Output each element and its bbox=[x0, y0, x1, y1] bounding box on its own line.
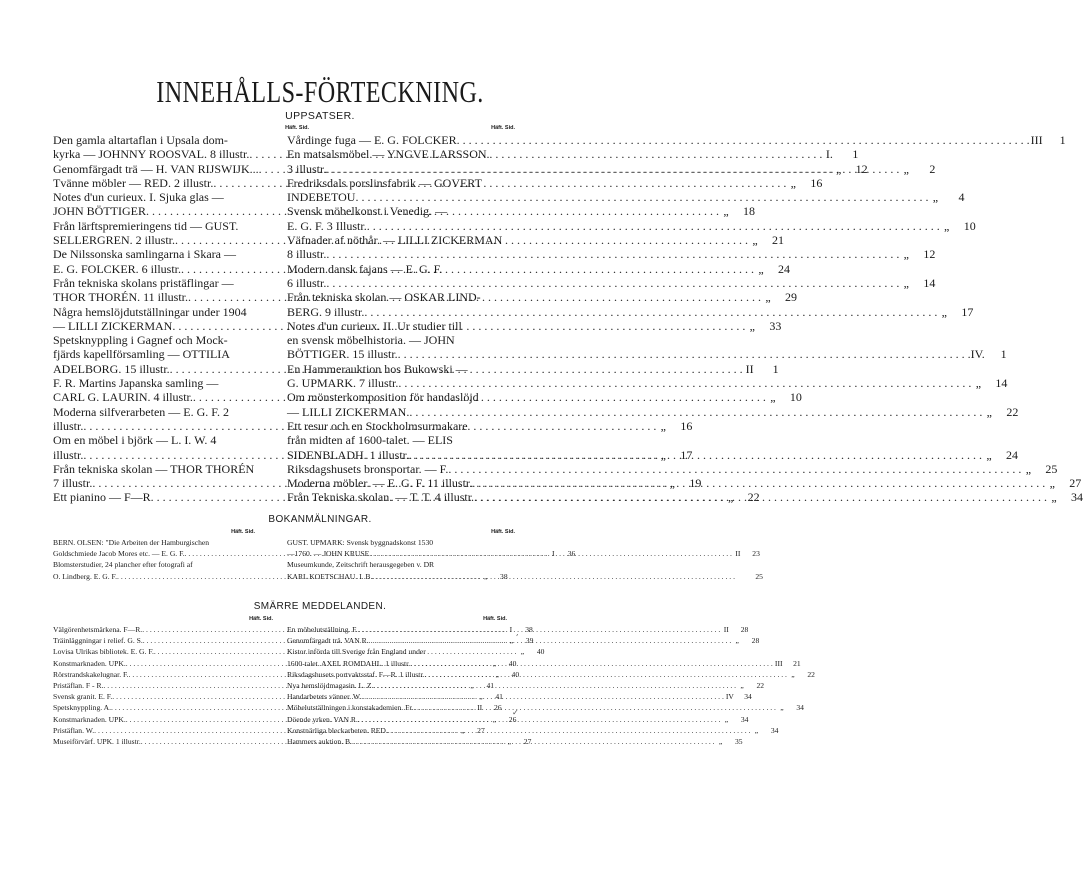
toc-entry bbox=[287, 725, 779, 736]
margin-mark: ✓ bbox=[512, 708, 519, 717]
entry-text: Om mönsterkomposition för handaslöjd bbox=[287, 390, 479, 405]
column-header-hafte-sida: Häft. Sid. bbox=[231, 529, 255, 535]
hafte-number: „ bbox=[483, 571, 488, 581]
page-number: 1 bbox=[852, 147, 859, 162]
leader-dots bbox=[457, 133, 1030, 147]
entry-text: Museumkunde, Zeitschrift herausgegeben v. DR bbox=[287, 560, 435, 570]
page-number: 34 bbox=[770, 725, 779, 735]
entry-text: fjärds kapellförsamling — OTTILIA bbox=[53, 347, 230, 362]
hafte-number: „ bbox=[1049, 476, 1055, 491]
page-number: 14 bbox=[995, 376, 1008, 391]
entry-text: Från tekniska skolans pristäflingar — bbox=[53, 275, 234, 290]
entry-text: CARL G. LAURIN. 4 illustr. bbox=[53, 390, 193, 405]
hafte-number: III bbox=[774, 658, 783, 668]
entry-text: Spetsknyppling. A. bbox=[53, 703, 112, 713]
leader-dots bbox=[358, 624, 721, 635]
leader-dots bbox=[369, 548, 732, 559]
leader-dots bbox=[472, 476, 1045, 490]
leader-dots bbox=[372, 571, 735, 582]
entry-text: De Nilssonska samlingarna i Skara — bbox=[53, 247, 236, 262]
entry-text: Pristäflan. W. bbox=[53, 725, 95, 735]
page-number: 36 bbox=[567, 549, 576, 559]
column-header-hafte-sida: Häft. Sid. bbox=[249, 616, 273, 622]
entry-text: E. G. FOLCKER. 6 illustr. bbox=[53, 261, 182, 276]
leader-dots bbox=[409, 405, 982, 419]
hafte-number: „ bbox=[718, 737, 723, 747]
margin-mark: , bbox=[516, 628, 519, 637]
page-number: 34 bbox=[740, 714, 749, 724]
page-number: 10 bbox=[963, 218, 976, 233]
hafte-number: „ bbox=[749, 318, 755, 333]
entry-text: Hammers auktion. B. bbox=[287, 737, 352, 747]
entry-text: Museiförvärf. UPK. 1 illustr. bbox=[53, 737, 141, 747]
entry-text: Moderna silfverarbeten — E. G. F. 2 bbox=[53, 404, 229, 419]
page-number: 22 bbox=[1006, 404, 1019, 419]
hafte-number: „ bbox=[461, 725, 465, 735]
page-number: 14 bbox=[923, 275, 936, 290]
entry-text: Döende yrken. VAN R. bbox=[287, 714, 358, 724]
page-number: 28 bbox=[751, 636, 760, 646]
hafte-number: „ bbox=[903, 247, 909, 262]
entry-text: Från tekniska skolan — THOR THORÉN bbox=[53, 461, 255, 476]
hafte-number: I bbox=[509, 625, 513, 634]
page-number: 40 bbox=[536, 647, 545, 657]
hafte-number: „ bbox=[1051, 490, 1057, 505]
page-number: 27 bbox=[1069, 476, 1082, 491]
leader-dots bbox=[326, 162, 899, 176]
leader-dots bbox=[369, 635, 732, 646]
page-number: 40 bbox=[511, 669, 520, 679]
hafte-number bbox=[735, 571, 747, 582]
leader-dots bbox=[358, 714, 721, 725]
hafte-number: IV bbox=[725, 692, 734, 702]
leader-dots bbox=[326, 247, 899, 261]
entry-text: en svensk möbelhistoria. — JOHN bbox=[287, 333, 455, 348]
entry-text: Från lärftspremieringens tid — GUST. bbox=[53, 218, 239, 233]
entry-text: 3 illustr. bbox=[287, 161, 327, 176]
entry-text: Träinläggningar i relief. G. S. bbox=[53, 636, 143, 646]
entry-text: 7 illustr. bbox=[53, 476, 93, 491]
entry-text: Rörstrandskakelugnar. F. bbox=[53, 669, 129, 679]
page-number: 33 bbox=[769, 318, 782, 333]
entry-text: O. Lindberg. E. G. F. bbox=[53, 571, 118, 581]
hafte-number: „ bbox=[903, 275, 909, 290]
hafte-number: „ bbox=[1025, 461, 1032, 476]
leader-dots bbox=[364, 305, 937, 319]
hafte-number: „ bbox=[932, 190, 939, 205]
column-header-hafte-sida: Häft. Sid. bbox=[491, 125, 515, 131]
entry-text: F. R. Martins Japanska samling — bbox=[53, 376, 219, 391]
hafte-number: „ bbox=[752, 233, 758, 248]
leader-dots bbox=[413, 702, 776, 713]
page-number: 2 bbox=[929, 161, 936, 176]
page-number: 4 bbox=[958, 190, 965, 205]
hafte-number: II bbox=[745, 361, 754, 376]
page-number: 38 bbox=[500, 571, 508, 581]
leader-dots bbox=[361, 691, 724, 702]
entry-text: Konstnärliga bleckarbeten. RED. bbox=[287, 725, 388, 735]
leader-dots bbox=[388, 725, 751, 736]
hafte-number: „ bbox=[735, 636, 739, 646]
entry-text: KARL KOETSCHAU. I. B. bbox=[287, 571, 373, 581]
entry-text: Blomsterstudier, 24 plancher efter fotografi af bbox=[53, 560, 193, 570]
page-number: 12 bbox=[923, 247, 936, 262]
leader-dots bbox=[409, 448, 982, 462]
section-heading-bokanmalningar: BOKANMÄLNINGAR. bbox=[268, 514, 372, 525]
toc-entry bbox=[287, 559, 763, 581]
column-header-hafte-sida: Häft. Sid. bbox=[483, 616, 507, 622]
entry-text: 8 illustr. bbox=[287, 247, 327, 262]
page-number: 26 bbox=[494, 703, 502, 713]
page-number: 34 bbox=[796, 703, 804, 713]
page-number: 26 bbox=[508, 714, 517, 724]
entry-text: Lovisa Ulrikas bibliotek. E. G. F. bbox=[53, 647, 154, 657]
page-number: 18 bbox=[743, 204, 755, 219]
entry-text: — LILLI ZICKERMAN bbox=[53, 318, 173, 333]
page-number: 1 bbox=[1059, 133, 1066, 147]
hafte-number: „ bbox=[765, 290, 771, 305]
entry-text: Notes d'un curieux. I. Sjuka glas — bbox=[53, 190, 224, 205]
entry-text: Genomfärgadt trä — H. VAN RIJSWIJK... bbox=[53, 161, 259, 176]
entry-text: JOHN BÖTTIGER bbox=[53, 204, 146, 219]
entry-text: E. G. F. 3 Illustr. bbox=[287, 218, 367, 233]
hafte-number: „ bbox=[470, 681, 474, 691]
entry-text: Några hemslöjdutställningar under 1904 bbox=[53, 304, 247, 319]
entry-text: Konstmarknaden. UPK. bbox=[53, 658, 126, 668]
entry-text: — LILLI ZICKERMAN. bbox=[287, 404, 410, 419]
page-number: 1 bbox=[772, 361, 779, 376]
page-number: 27 bbox=[523, 737, 532, 747]
page-title: INNEHÅLLS-FÖRTECKNING. bbox=[156, 74, 484, 109]
entry-text: INDEBETOU bbox=[287, 190, 356, 205]
entry-text: GUST. UPMARK: Svensk byggnadskonst 1530 bbox=[287, 538, 434, 547]
page-number: 23 bbox=[752, 549, 760, 559]
hafte-number: „ bbox=[660, 418, 666, 433]
entry-text: En matsalsmöbel — YNGVE LARSSON. bbox=[287, 147, 490, 162]
leader-dots bbox=[410, 658, 773, 669]
page-number: 25 bbox=[1045, 461, 1058, 476]
entry-text: SIDENBLADH. 1 illustr. bbox=[287, 447, 410, 462]
entry-text: illustr. bbox=[53, 447, 84, 462]
column-header-hafte-sida: Häft. Sid. bbox=[491, 529, 515, 535]
leader-dots bbox=[398, 376, 971, 390]
hafte-number: „ bbox=[780, 703, 784, 713]
page-number: 17 bbox=[680, 447, 693, 462]
entry-text: BÖTTIGER. 15 illustr. bbox=[287, 347, 398, 362]
leader-dots bbox=[398, 347, 971, 361]
hafte-number: I. bbox=[825, 147, 833, 162]
leader-dots bbox=[474, 490, 1047, 504]
entry-text: 1600-talet. AXEL ROMDAHL. 1 illustr. bbox=[287, 658, 411, 668]
hafte-number: I bbox=[551, 549, 555, 559]
entry-text: Fredriksdals porslinsfabrik — GOVERT bbox=[287, 175, 482, 190]
page-number: 39 bbox=[525, 636, 534, 646]
entry-text: Välgörenhetsmärkena. F—R. bbox=[53, 625, 143, 634]
entry-text: Tvänne möbler — RED. 2 illustr. bbox=[53, 175, 214, 190]
entry-text: Ett resur och en Stockholmsurmakare bbox=[287, 418, 468, 433]
hafte-number: „ bbox=[944, 218, 950, 233]
page-number: 24 bbox=[778, 261, 791, 276]
section-heading-uppsatser: UPPSATSER. bbox=[285, 110, 355, 122]
hafte-number: „ bbox=[495, 669, 499, 679]
leader-dots bbox=[367, 219, 940, 233]
entry-text: —1760. — JOHN KRUSE bbox=[287, 549, 370, 559]
hafte-number: „ bbox=[479, 692, 483, 702]
entry-text: SELLERGREN. 2 illustr. bbox=[53, 233, 176, 248]
hafte-number: „ bbox=[986, 404, 992, 419]
page-number: 10 bbox=[789, 390, 802, 405]
page-number: 41 bbox=[495, 692, 503, 702]
entry-text: G. UPMARK. 7 illustr. bbox=[287, 376, 399, 391]
toc-entry bbox=[53, 161, 868, 176]
hafte-number: „ bbox=[903, 161, 909, 176]
hafte-number: „ bbox=[520, 647, 525, 657]
entry-text: ADELBORG. 15 illustr. bbox=[53, 361, 170, 376]
hafte-number: „ bbox=[770, 390, 776, 405]
page-number: 12 bbox=[855, 161, 868, 176]
entry-text: Pristäflan. F - R. bbox=[53, 681, 104, 691]
entry-text: Genomfärgadt trä. VAN R. bbox=[287, 636, 369, 646]
entry-text: Konstmarknaden. UPK. bbox=[53, 714, 126, 724]
column-header-hafte-sida: Häft. Sid. bbox=[285, 125, 309, 131]
hafte-number: „ bbox=[492, 658, 497, 668]
entry-text: illustr. bbox=[53, 418, 84, 433]
hafte-number: „ bbox=[728, 490, 734, 505]
leader-dots bbox=[355, 190, 928, 204]
entry-text: Kistor införda till Sverige från England under bbox=[287, 647, 426, 657]
hafte-number: „ bbox=[509, 636, 514, 646]
page-number: 27 bbox=[477, 725, 485, 735]
hafte-number: „ bbox=[660, 447, 666, 462]
entry-text: En möbelutställning. F. bbox=[287, 625, 358, 634]
hafte-number: „ bbox=[723, 204, 729, 219]
page-number: 38 bbox=[525, 625, 533, 634]
hafte-number: IV. bbox=[970, 347, 985, 362]
leader-dots bbox=[448, 462, 1021, 476]
page-number: 16 bbox=[680, 418, 693, 433]
entry-text: Svensk möbelkonst i Venedig. — bbox=[287, 204, 448, 219]
leader-dots bbox=[424, 669, 787, 680]
hafte-number: „ bbox=[790, 175, 796, 190]
hafte-number: „ bbox=[975, 376, 982, 391]
page-number: 29 bbox=[785, 290, 798, 305]
hafte-number: „ bbox=[492, 714, 497, 724]
entry-text: från midten af 1600-talet. — ELIS bbox=[287, 433, 453, 448]
entry-text: Handarbetets vänner. W. bbox=[287, 692, 362, 702]
entry-text: Ett pianino — F—R bbox=[53, 490, 151, 505]
entry-text: Notes d'un curieux. II. Ur studier till bbox=[287, 318, 462, 333]
page-number: 35 bbox=[734, 737, 743, 747]
hafte-number: II bbox=[477, 703, 483, 713]
page-number: 16 bbox=[810, 175, 823, 190]
entry-text: Modern dansk fajans — E. G. F. bbox=[287, 261, 443, 276]
entry-text: Riksdagshusets bronsportar. — F. bbox=[287, 461, 449, 476]
entry-text: THOR THORÉN. 11 illustr. bbox=[53, 290, 189, 305]
entry-text: BERN. OLSEN: "Die Arbeiten der Hamburgischen bbox=[53, 538, 210, 547]
entry-text: Från tekniska skolan — OSKAR LIND- bbox=[287, 290, 481, 305]
page-number: 41 bbox=[486, 681, 495, 691]
page-number: 34 bbox=[1071, 490, 1083, 505]
page-number: 21 bbox=[772, 233, 785, 248]
hafte-number: „ bbox=[986, 447, 992, 462]
hafte-number: „ bbox=[835, 161, 842, 176]
toc-entry bbox=[287, 133, 1066, 147]
leader-dots bbox=[326, 276, 899, 290]
hafte-number: „ bbox=[740, 681, 744, 691]
toc-entry bbox=[287, 702, 804, 713]
entry-text: 6 illustr. bbox=[287, 275, 327, 290]
entry-text: Spetsknyppling i Gagnef och Mock- bbox=[53, 333, 228, 348]
entry-text: En Hammerauktion hos Bukowski — bbox=[287, 361, 468, 376]
hafte-number: „ bbox=[669, 476, 675, 491]
entry-text: Vårdinge fuga — E. G. FOLCKER bbox=[287, 133, 457, 147]
leader-dots bbox=[352, 736, 715, 747]
toc-entry bbox=[287, 461, 1058, 476]
entry-text: Väfnader af nöthår. — LILLI ZICKERMAN bbox=[287, 233, 503, 248]
entry-text: Från Tekniska skolan. — T. T. 4 illustr. bbox=[287, 490, 475, 505]
entry-text: Svensk granit. E. F. bbox=[53, 692, 113, 702]
hafte-number: „ bbox=[754, 725, 759, 735]
hafte-number: „ bbox=[724, 714, 729, 724]
page-number: 28 bbox=[740, 625, 749, 634]
toc-entry bbox=[287, 691, 752, 702]
page-number: 24 bbox=[1006, 447, 1019, 462]
entry-text: Riksdagshusets portvaktsstaf. F—R. 1 illustr. bbox=[287, 669, 425, 679]
entry-text: Moderna möbler. — E. G. F. 11 illustr. bbox=[287, 476, 473, 491]
page-number: 17 bbox=[961, 304, 974, 319]
entry-text: BERG. 9 illustr. bbox=[287, 304, 365, 319]
hafte-number: II bbox=[735, 549, 741, 559]
page-number: 22 bbox=[747, 490, 760, 505]
page-number: 25 bbox=[755, 571, 763, 581]
hafte-number: „ bbox=[791, 669, 795, 679]
hafte-number: III bbox=[1030, 133, 1043, 147]
entry-text: Möbelutställningen i konstakademien. Fr. bbox=[287, 703, 414, 713]
page-number: 19 bbox=[689, 476, 702, 491]
section-heading-smarre: SMÄRRE MEDDELANDEN. bbox=[253, 601, 387, 612]
entry-text: Den gamla altartaflan i Upsala dom- bbox=[53, 133, 228, 147]
page-number: 22 bbox=[807, 669, 815, 679]
hafte-number: „ bbox=[507, 737, 512, 747]
toc-entry bbox=[287, 680, 765, 691]
page-number: 34 bbox=[744, 692, 752, 702]
hafte-number: „ bbox=[941, 304, 947, 319]
entry-text: kyrka — JOHNNY ROOSVAL. 8 illustr. bbox=[53, 147, 250, 162]
page-number: 40 bbox=[508, 658, 517, 668]
page-number: 22 bbox=[756, 681, 765, 691]
page-number: 1 bbox=[1000, 347, 1007, 362]
hafte-number: II bbox=[723, 625, 729, 634]
entry-text: Goldschmiede Jacob Mores etc. — E. G. F. bbox=[53, 549, 185, 559]
hafte-number: „ bbox=[758, 261, 764, 276]
leader-dots bbox=[373, 680, 736, 691]
entry-text: Nya hemslöjdmagasin. L. Z. bbox=[287, 681, 374, 691]
entry-text: Om en möbel i björk — L. I. W. 4 bbox=[53, 433, 217, 448]
page-number: 21 bbox=[793, 658, 801, 668]
